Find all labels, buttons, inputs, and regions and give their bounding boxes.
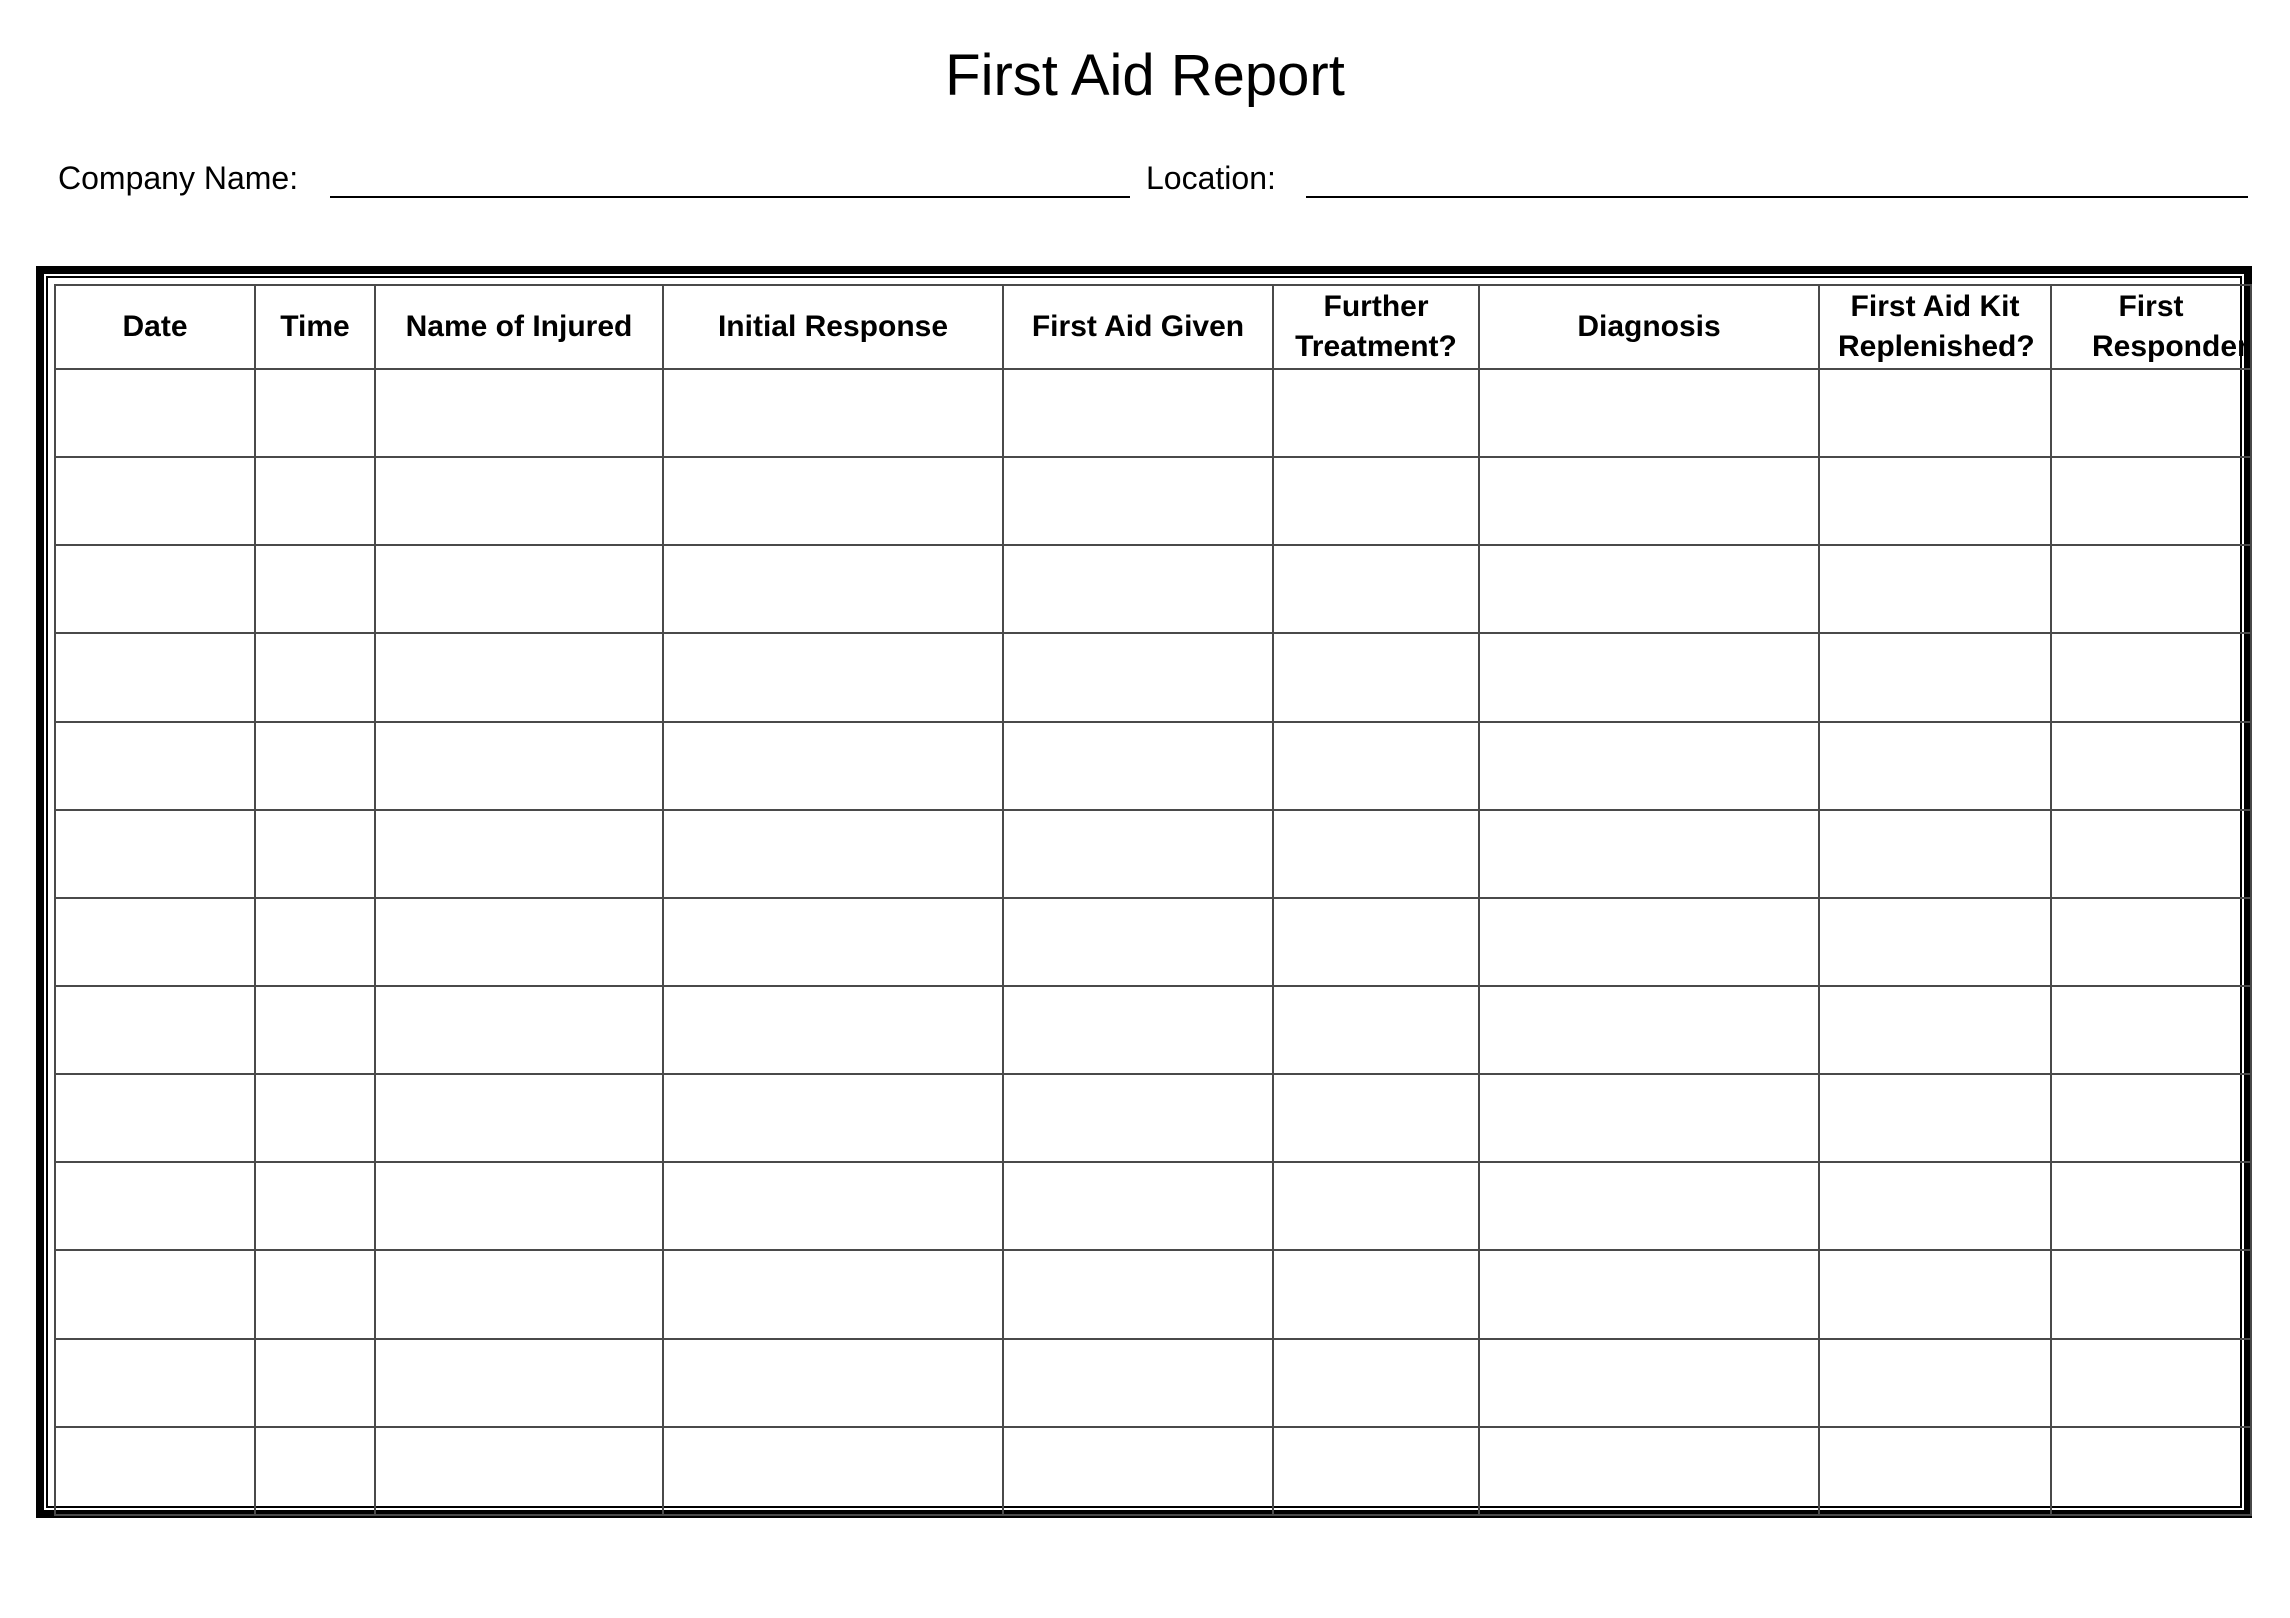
cell-first-aid-given[interactable] (1003, 898, 1273, 986)
cell-name-of-injured[interactable] (375, 633, 663, 721)
cell-kit-replenished[interactable] (1819, 810, 2051, 898)
cell-kit-replenished[interactable] (1819, 1427, 2051, 1515)
cell-time[interactable] (255, 986, 375, 1074)
first-aid-log-table (54, 284, 2252, 1516)
cell-kit-replenished[interactable] (1819, 1074, 2051, 1162)
page-title: First Aid Report (945, 43, 1345, 108)
cell-diagnosis[interactable] (1479, 1250, 1819, 1338)
column-header-initial-response: Initial Response (663, 285, 1003, 369)
column-header-kit-replenished: First Aid Kit Replenished? (1819, 285, 2051, 369)
cell-first-responder[interactable] (2051, 457, 2251, 545)
table-row (55, 1074, 2251, 1162)
cell-name-of-injured[interactable] (375, 1427, 663, 1515)
cell-time[interactable] (255, 457, 375, 545)
cell-name-of-injured[interactable] (375, 722, 663, 810)
cell-name-of-injured[interactable] (375, 1162, 663, 1250)
cell-diagnosis[interactable] (1479, 1074, 1819, 1162)
cell-diagnosis[interactable] (1479, 545, 1819, 633)
cell-further-treatment[interactable] (1273, 810, 1479, 898)
cell-initial-response[interactable] (663, 369, 1003, 457)
cell-date[interactable] (55, 1427, 255, 1515)
table-header-row (55, 285, 2251, 369)
cell-name-of-injured[interactable] (375, 1074, 663, 1162)
column-header-first-aid-given: First Aid Given (1003, 285, 1273, 369)
cell-diagnosis[interactable] (1479, 1339, 1819, 1427)
cell-kit-replenished[interactable] (1819, 369, 2051, 457)
cell-kit-replenished[interactable] (1819, 545, 2051, 633)
location-label: Location: (1146, 160, 1276, 196)
cell-further-treatment[interactable] (1273, 1339, 1479, 1427)
cell-kit-replenished[interactable] (1819, 722, 2051, 810)
cell-first-responder[interactable] (2051, 1250, 2251, 1338)
cell-date[interactable] (55, 369, 255, 457)
column-header-diagnosis: Diagnosis (1479, 285, 1819, 369)
cell-first-aid-given[interactable] (1003, 545, 1273, 633)
cell-initial-response[interactable] (663, 1250, 1003, 1338)
cell-kit-replenished[interactable] (1819, 986, 2051, 1074)
cell-date[interactable] (55, 633, 255, 721)
cell-first-responder[interactable] (2051, 369, 2251, 457)
column-header-time: Time (255, 285, 375, 369)
cell-time[interactable] (255, 1339, 375, 1427)
cell-first-aid-given[interactable] (1003, 1427, 1273, 1515)
cell-time[interactable] (255, 898, 375, 986)
cell-first-responder[interactable] (2051, 1162, 2251, 1250)
cell-initial-response[interactable] (663, 898, 1003, 986)
cell-first-aid-given[interactable] (1003, 1162, 1273, 1250)
table-row (55, 722, 2251, 810)
column-header-further-treatment: Further Treatment? (1273, 285, 1479, 369)
cell-first-responder[interactable] (2051, 810, 2251, 898)
cell-first-aid-given[interactable] (1003, 369, 1273, 457)
cell-diagnosis[interactable] (1479, 898, 1819, 986)
cell-name-of-injured[interactable] (375, 545, 663, 633)
cell-first-responder[interactable] (2051, 1074, 2251, 1162)
column-header-name-of-injured: Name of Injured (375, 285, 663, 369)
cell-kit-replenished[interactable] (1819, 457, 2051, 545)
cell-initial-response[interactable] (663, 1427, 1003, 1515)
cell-first-responder[interactable] (2051, 633, 2251, 721)
cell-date[interactable] (55, 1339, 255, 1427)
cell-initial-response[interactable] (663, 1162, 1003, 1250)
cell-first-aid-given[interactable] (1003, 1250, 1273, 1338)
cell-kit-replenished[interactable] (1819, 898, 2051, 986)
cell-name-of-injured[interactable] (375, 457, 663, 545)
column-header-date: Date (55, 285, 255, 369)
table-row (55, 369, 2251, 457)
cell-date[interactable] (55, 1250, 255, 1338)
table-row (55, 986, 2251, 1074)
table-row (55, 1162, 2251, 1250)
column-header-first-responder: First Responder (2051, 285, 2251, 369)
cell-kit-replenished[interactable] (1819, 1250, 2051, 1338)
cell-diagnosis[interactable] (1479, 633, 1819, 721)
cell-date[interactable] (55, 457, 255, 545)
cell-initial-response[interactable] (663, 986, 1003, 1074)
cell-time[interactable] (255, 1162, 375, 1250)
cell-further-treatment[interactable] (1273, 369, 1479, 457)
cell-first-aid-given[interactable] (1003, 810, 1273, 898)
cell-name-of-injured[interactable] (375, 1250, 663, 1338)
cell-date[interactable] (55, 986, 255, 1074)
cell-kit-replenished[interactable] (1819, 633, 2051, 721)
company-name-label: Company Name: (58, 160, 299, 196)
cell-further-treatment[interactable] (1273, 1427, 1479, 1515)
cell-time[interactable] (255, 1250, 375, 1338)
cell-diagnosis[interactable] (1479, 1162, 1819, 1250)
cell-further-treatment[interactable] (1273, 545, 1479, 633)
cell-first-responder[interactable] (2051, 722, 2251, 810)
cell-name-of-injured[interactable] (375, 986, 663, 1074)
table-row (55, 1339, 2251, 1427)
cell-time[interactable] (255, 545, 375, 633)
cell-diagnosis[interactable] (1479, 457, 1819, 545)
cell-further-treatment[interactable] (1273, 633, 1479, 721)
cell-initial-response[interactable] (663, 545, 1003, 633)
cell-kit-replenished[interactable] (1819, 1162, 2051, 1250)
table-row (55, 1427, 2251, 1515)
cell-date[interactable] (55, 1162, 255, 1250)
cell-kit-replenished[interactable] (1819, 1339, 2051, 1427)
cell-first-responder[interactable] (2051, 545, 2251, 633)
table-row (55, 545, 2251, 633)
cell-name-of-injured[interactable] (375, 1339, 663, 1427)
cell-diagnosis[interactable] (1479, 1427, 1819, 1515)
cell-first-responder[interactable] (2051, 1339, 2251, 1427)
cell-diagnosis[interactable] (1479, 986, 1819, 1074)
cell-initial-response[interactable] (663, 722, 1003, 810)
cell-first-aid-given[interactable] (1003, 1339, 1273, 1427)
location-field[interactable] (1306, 196, 2248, 198)
cell-further-treatment[interactable] (1273, 1162, 1479, 1250)
cell-diagnosis[interactable] (1479, 810, 1819, 898)
cell-date[interactable] (55, 898, 255, 986)
table-row (55, 810, 2251, 898)
cell-further-treatment[interactable] (1273, 722, 1479, 810)
cell-initial-response[interactable] (663, 1339, 1003, 1427)
cell-name-of-injured[interactable] (375, 369, 663, 457)
cell-time[interactable] (255, 633, 375, 721)
cell-first-aid-given[interactable] (1003, 986, 1273, 1074)
cell-first-responder[interactable] (2051, 898, 2251, 986)
cell-diagnosis[interactable] (1479, 369, 1819, 457)
cell-first-aid-given[interactable] (1003, 633, 1273, 721)
cell-first-aid-given[interactable] (1003, 1074, 1273, 1162)
cell-further-treatment[interactable] (1273, 1074, 1479, 1162)
cell-date[interactable] (55, 722, 255, 810)
table-row (55, 633, 2251, 721)
cell-first-aid-given[interactable] (1003, 457, 1273, 545)
cell-further-treatment[interactable] (1273, 898, 1479, 986)
table-row (55, 457, 2251, 545)
cell-time[interactable] (255, 369, 375, 457)
cell-date[interactable] (55, 810, 255, 898)
cell-first-aid-given[interactable] (1003, 722, 1273, 810)
cell-date[interactable] (55, 545, 255, 633)
cell-first-responder[interactable] (2051, 1427, 2251, 1515)
report-table-frame (36, 266, 2252, 1518)
cell-diagnosis[interactable] (1479, 722, 1819, 810)
cell-initial-response[interactable] (663, 633, 1003, 721)
cell-date[interactable] (55, 1074, 255, 1162)
cell-initial-response[interactable] (663, 810, 1003, 898)
company-name-field[interactable] (330, 196, 1130, 198)
cell-further-treatment[interactable] (1273, 457, 1479, 545)
cell-name-of-injured[interactable] (375, 810, 663, 898)
cell-time[interactable] (255, 1427, 375, 1515)
cell-further-treatment[interactable] (1273, 1250, 1479, 1338)
cell-initial-response[interactable] (663, 457, 1003, 545)
table-row (55, 898, 2251, 986)
cell-further-treatment[interactable] (1273, 986, 1479, 1074)
cell-time[interactable] (255, 722, 375, 810)
cell-time[interactable] (255, 1074, 375, 1162)
cell-time[interactable] (255, 810, 375, 898)
cell-initial-response[interactable] (663, 1074, 1003, 1162)
table-row (55, 1250, 2251, 1338)
cell-first-responder[interactable] (2051, 986, 2251, 1074)
cell-name-of-injured[interactable] (375, 898, 663, 986)
